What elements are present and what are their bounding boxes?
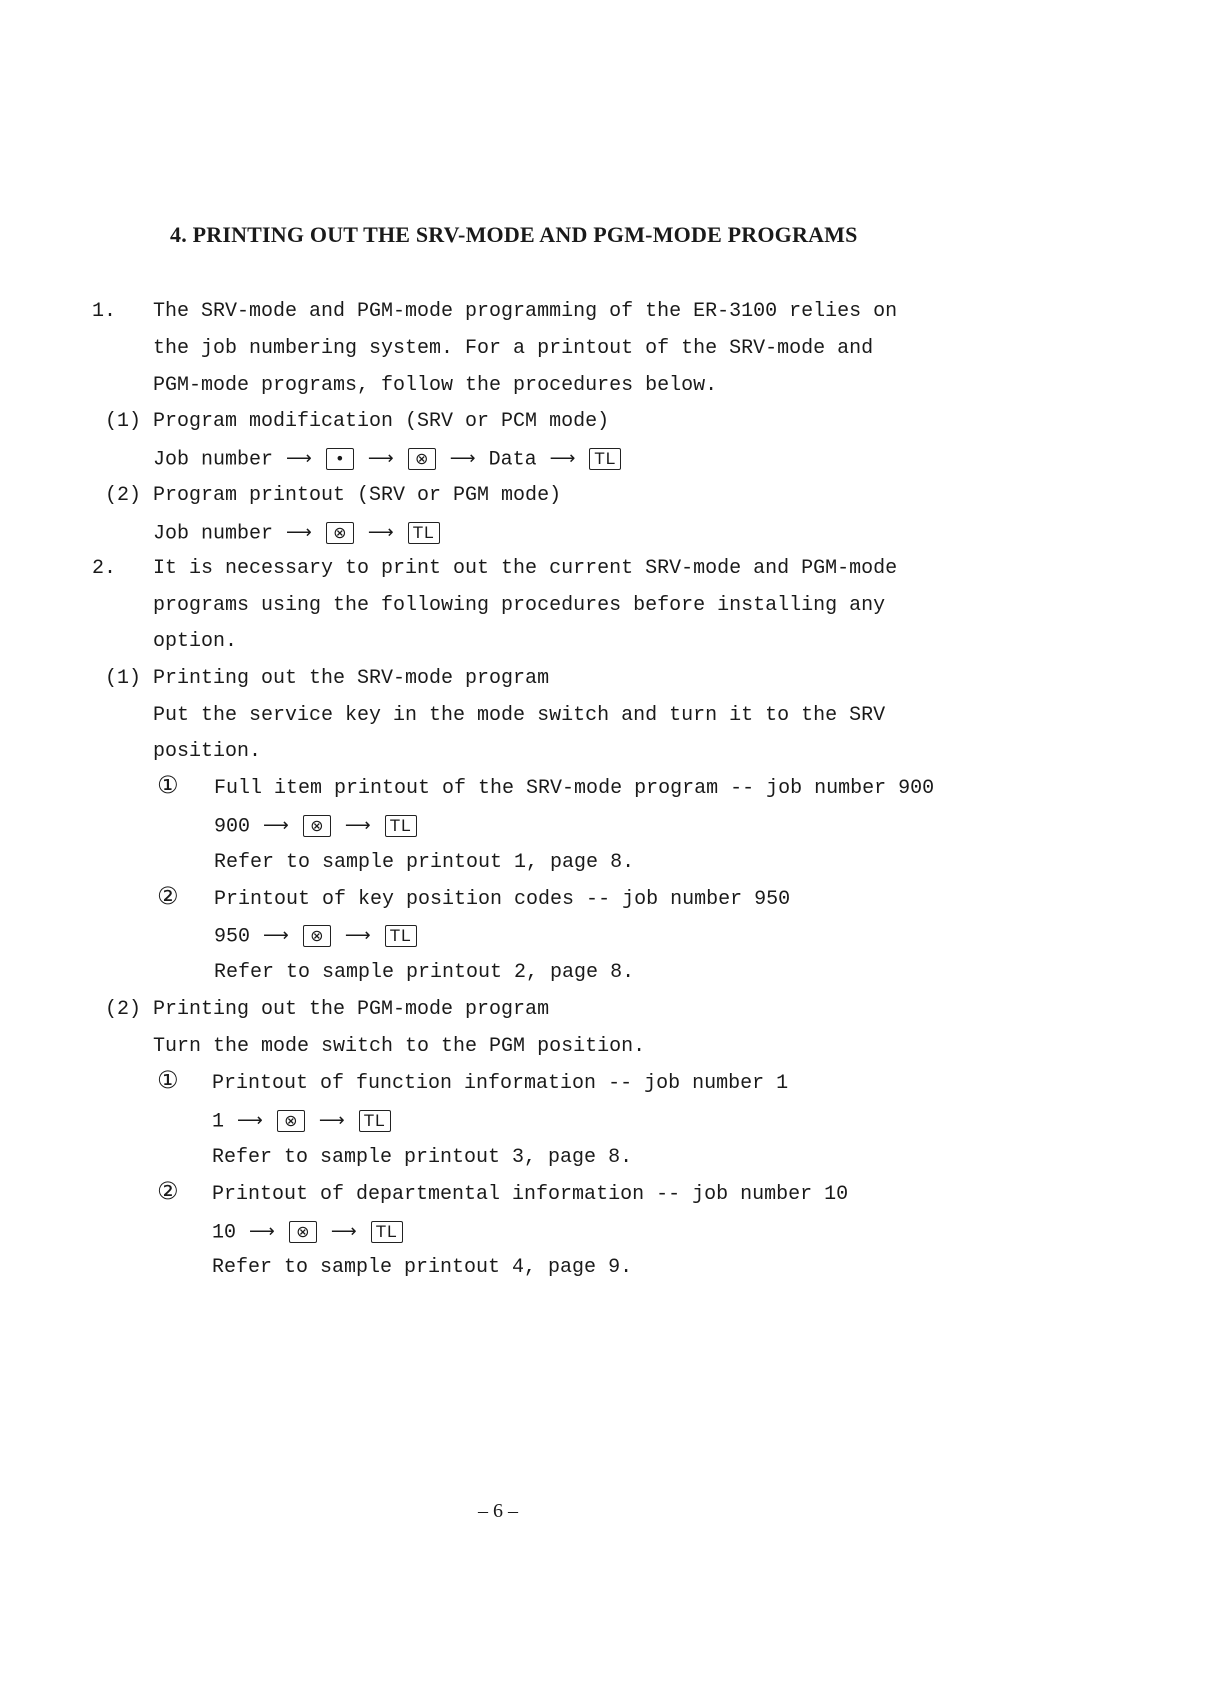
section-title: 4. PRINTING OUT THE SRV-MODE AND PGM-MODE PROGRAMS bbox=[170, 222, 858, 247]
decimal-point-key-icon: • bbox=[326, 448, 354, 470]
arrow-icon: ⟶ bbox=[318, 1110, 345, 1131]
step-heading: Printout of function information -- job number 1 bbox=[212, 1072, 789, 1095]
key-sequence bbox=[214, 924, 418, 949]
arrow-icon: ⟶ bbox=[263, 925, 289, 946]
sub-item-heading: Printing out the SRV-mode program bbox=[153, 667, 550, 690]
multiply-key-icon: ⊗ bbox=[303, 815, 331, 837]
circled-two-icon: ② bbox=[157, 1177, 179, 1205]
paragraph-line: option. bbox=[153, 630, 238, 653]
arrow-icon: ⟶ bbox=[237, 1110, 263, 1131]
page-number: – 6 – bbox=[478, 1500, 518, 1522]
arrow-icon: ⟶ bbox=[286, 522, 312, 543]
paragraph-line: Turn the mode switch to the PGM position. bbox=[153, 1035, 646, 1058]
paragraph-line: position. bbox=[153, 740, 262, 763]
arrow-icon: ⟶ bbox=[330, 1221, 357, 1242]
total-key-icon: TL bbox=[589, 448, 621, 470]
sub-item-label: (1) bbox=[105, 410, 142, 433]
paragraph-line: The SRV-mode and PGM-mode programming of the ER-3100 relies on bbox=[153, 300, 898, 323]
sub-item-heading: Program modification (SRV or PCM mode) bbox=[153, 410, 610, 433]
step-heading: Full item printout of the SRV-mode program -- job number 900 bbox=[214, 777, 935, 800]
key-sequence bbox=[153, 447, 622, 472]
item-number-2: 2. bbox=[92, 557, 117, 580]
circled-one-icon: ① bbox=[157, 1066, 179, 1094]
arrow-icon: ⟶ bbox=[367, 522, 394, 543]
total-key-icon: TL bbox=[385, 815, 417, 837]
sub-item-label: (2) bbox=[105, 484, 142, 507]
sub-item-label: (2) bbox=[105, 998, 142, 1021]
reference-note: Refer to sample printout 4, page 9. bbox=[212, 1256, 633, 1279]
multiply-key-icon: ⊗ bbox=[326, 522, 354, 544]
arrow-icon: ⟶ bbox=[249, 1221, 275, 1242]
key-sequence bbox=[214, 814, 418, 839]
arrow-icon: ⟶ bbox=[263, 815, 289, 836]
sequence-job-number: 1 bbox=[212, 1110, 225, 1134]
sub-item-heading: Program printout (SRV or PGM mode) bbox=[153, 484, 562, 507]
paragraph-line: Put the service key in the mode switch and turn it to the SRV bbox=[153, 704, 886, 727]
step-heading: Printout of departmental information -- job number 10 bbox=[212, 1183, 849, 1206]
sequence-job-label: Job number bbox=[153, 522, 274, 546]
paragraph-line: It is necessary to print out the current SRV-mode and PGM-mode bbox=[153, 557, 898, 580]
arrow-icon: ⟶ bbox=[449, 448, 476, 469]
sequence-job-number: 950 bbox=[214, 925, 251, 949]
multiply-key-icon: ⊗ bbox=[289, 1221, 317, 1243]
reference-note: Refer to sample printout 2, page 8. bbox=[214, 961, 635, 984]
arrow-icon: ⟶ bbox=[286, 448, 312, 469]
key-sequence bbox=[212, 1220, 404, 1245]
paragraph-line: the job numbering system. For a printout of the SRV-mode and bbox=[153, 337, 874, 360]
paragraph-line: PGM-mode programs, follow the procedures below. bbox=[153, 374, 718, 397]
multiply-key-icon: ⊗ bbox=[303, 925, 331, 947]
sequence-job-number: 900 bbox=[214, 815, 251, 839]
sequence-job-number: 10 bbox=[212, 1221, 237, 1245]
key-sequence bbox=[153, 521, 441, 546]
step-heading: Printout of key position codes -- job number 950 bbox=[214, 888, 791, 911]
key-sequence bbox=[212, 1109, 392, 1134]
circled-two-icon: ② bbox=[157, 882, 179, 910]
item-number-1: 1. bbox=[92, 300, 117, 323]
sequence-job-label: Job number bbox=[153, 448, 274, 472]
arrow-icon: ⟶ bbox=[549, 448, 576, 469]
total-key-icon: TL bbox=[371, 1221, 403, 1243]
arrow-icon: ⟶ bbox=[344, 925, 371, 946]
total-key-icon: TL bbox=[385, 925, 417, 947]
multiply-key-icon: ⊗ bbox=[277, 1110, 305, 1132]
circled-one-icon: ① bbox=[157, 771, 179, 799]
arrow-icon: ⟶ bbox=[367, 448, 394, 469]
multiply-key-icon: ⊗ bbox=[408, 448, 436, 470]
sequence-data-label: Data bbox=[488, 448, 537, 472]
reference-note: Refer to sample printout 1, page 8. bbox=[214, 851, 635, 874]
total-key-icon: TL bbox=[359, 1110, 391, 1132]
total-key-icon: TL bbox=[408, 522, 440, 544]
paragraph-line: programs using the following procedures before installing any bbox=[153, 594, 886, 617]
reference-note: Refer to sample printout 3, page 8. bbox=[212, 1146, 633, 1169]
sub-item-label: (1) bbox=[105, 667, 142, 690]
arrow-icon: ⟶ bbox=[344, 815, 371, 836]
sub-item-heading: Printing out the PGM-mode program bbox=[153, 998, 550, 1021]
